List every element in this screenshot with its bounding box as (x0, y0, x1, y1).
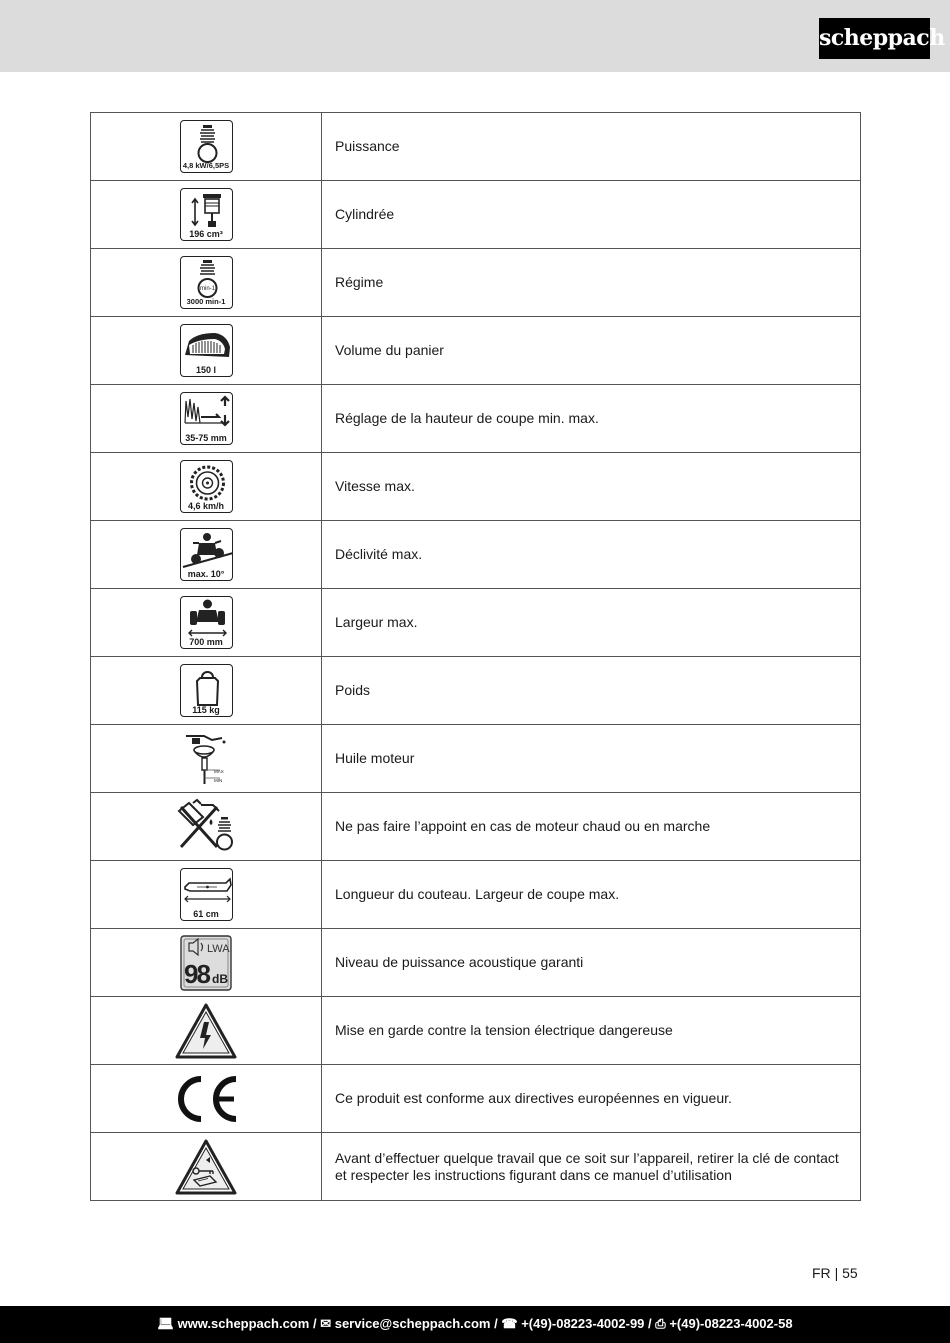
grass-bag-icon (180, 324, 233, 377)
table-row (91, 1133, 861, 1201)
icon-caption: 4,6 km/h (187, 501, 225, 511)
icon-cell (91, 113, 322, 181)
table-row (91, 249, 861, 317)
table-row (91, 1065, 861, 1133)
table-row (91, 657, 861, 725)
table-row (91, 453, 861, 521)
icon-caption: 150 l (195, 365, 217, 375)
mail-icon: ✉ (320, 1316, 332, 1331)
tractor-width-icon (180, 596, 233, 649)
engine-speed-icon (180, 256, 233, 309)
icon-caption: 115 kg (192, 705, 220, 715)
icon-caption: 3000 min-1 (186, 297, 226, 306)
table-row (91, 725, 861, 793)
slope-icon (180, 528, 233, 581)
email-link[interactable]: service@scheppach.com (334, 1316, 491, 1331)
icon-caption: 196 cm³ (189, 229, 223, 239)
phone-number: +(49)-08223-4002-99 (521, 1316, 645, 1331)
fax-icon: ⎙ (655, 1316, 666, 1331)
page-language: FR (812, 1265, 831, 1281)
oil-dipstick-icon (178, 730, 234, 788)
table-row (91, 317, 861, 385)
description: Longueur du couteau. Largeur de coupe max. (322, 861, 861, 929)
table-row (91, 929, 861, 997)
engine-power-icon (180, 120, 233, 173)
phone-icon: ☎ (501, 1316, 518, 1331)
page-separator: | (834, 1265, 839, 1281)
description: Largeur max. (322, 589, 861, 657)
svg-text:CE: CE (206, 1102, 208, 1104)
no-refuel-hot-engine-icon (171, 797, 241, 857)
weight-icon (180, 664, 233, 717)
wheel-speed-icon (180, 460, 233, 513)
footer-separator: / (494, 1316, 498, 1331)
description: Huile moteur (322, 725, 861, 793)
description: Poids (322, 657, 861, 725)
description: Déclivité max. (322, 521, 861, 589)
footer-bar (0, 1306, 950, 1343)
description: Avant d’effectuer quelque travail que ce soit sur l’appareil, retirer la clé de contact et respecter les instructions figurant dans ce manuel d’utilisation (322, 1133, 861, 1201)
svg-text:98: 98 (184, 958, 209, 989)
description: Niveau de puissance acoustique garanti (322, 929, 861, 997)
table-row (91, 181, 861, 249)
table-row (91, 385, 861, 453)
icon-caption: 4,8 kW/6,5PS (182, 161, 230, 170)
page-number (812, 1265, 858, 1281)
footer-separator: / (312, 1316, 317, 1331)
description: Ce produit est conforme aux directives européennes en vigueur. (322, 1065, 861, 1133)
description: Régime (322, 249, 861, 317)
website-link[interactable]: www.scheppach.com (177, 1316, 310, 1331)
table-row (91, 861, 861, 929)
description: Mise en garde contre la tension électrique dangereuse (322, 997, 861, 1065)
icon-caption: 61 cm (193, 909, 219, 919)
table-row (91, 521, 861, 589)
electric-hazard-icon (174, 1002, 238, 1060)
cutting-height-icon (180, 392, 233, 445)
page-number-value: 55 (842, 1265, 858, 1281)
svg-text:dB: dB (212, 971, 228, 986)
description: Puissance (322, 113, 861, 181)
description: Réglage de la hauteur de coupe min. max. (322, 385, 861, 453)
sound-power-icon (180, 935, 232, 991)
svg-text:min-1: min-1 (199, 286, 215, 292)
blade-length-icon (180, 868, 233, 921)
table-row (91, 793, 861, 861)
computer-icon: 💻︎ (157, 1316, 174, 1331)
table-row (91, 997, 861, 1065)
svg-text:MAX: MAX (214, 768, 224, 774)
piston-displacement-icon (180, 188, 233, 241)
description: Vitesse max. (322, 453, 861, 521)
fax-number: +(49)-08223-4002-58 (669, 1316, 793, 1331)
table-row (91, 113, 861, 181)
ce-mark-icon (170, 1073, 242, 1125)
footer-separator: / (648, 1316, 652, 1331)
icon-caption: 700 mm (189, 637, 223, 647)
description: Ne pas faire l’appoint en cas de moteur chaud ou en marche (322, 793, 861, 861)
header-band (0, 0, 950, 72)
symbol-table (90, 112, 861, 1201)
table-row (91, 589, 861, 657)
svg-text:LWA: LWA (207, 942, 230, 955)
svg-text:MIN: MIN (214, 777, 223, 783)
scheppach-logo: scheppach (819, 18, 930, 59)
description: Cylindrée (322, 181, 861, 249)
description: Volume du panier (322, 317, 861, 385)
remove-key-warning-icon (174, 1138, 238, 1196)
icon-caption: 35-75 mm (185, 433, 227, 443)
icon-caption: max. 10° (187, 569, 225, 579)
